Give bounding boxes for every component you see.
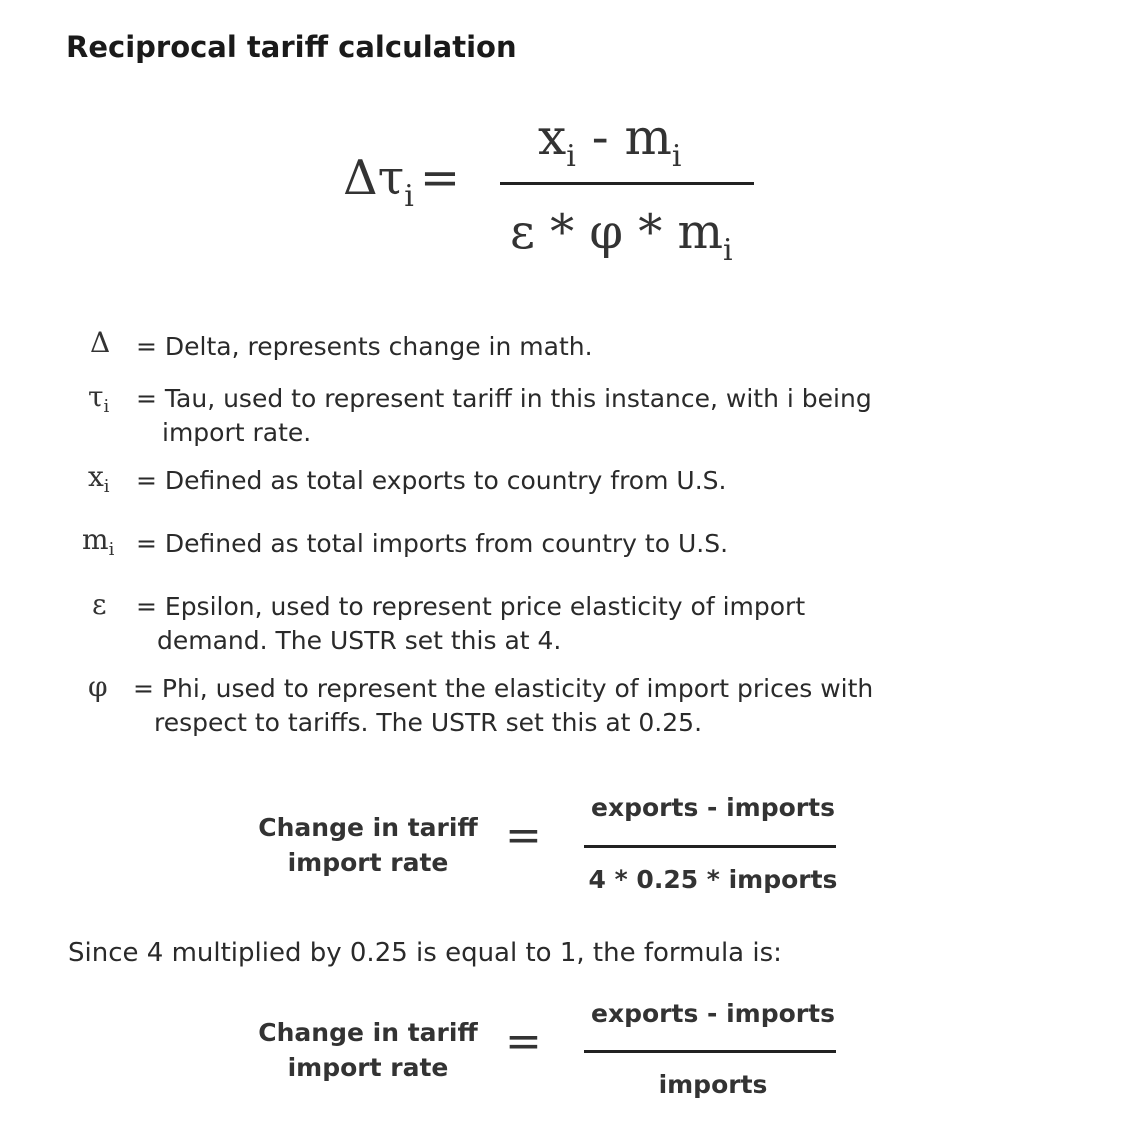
legend-text-m: = Defined as total imports from country to U.S. bbox=[136, 529, 729, 558]
word-formula-1-bar bbox=[584, 845, 836, 848]
word-formula-1-denominator: 4 * 0.25 * imports bbox=[588, 865, 838, 894]
legend-text-tau-2: import rate. bbox=[162, 418, 312, 447]
formula-denominator: ε * φ * $m_i$ bbox=[510, 204, 733, 268]
formula-numerator: $x_i - m_i$ bbox=[538, 108, 682, 174]
page-title: Reciprocal tariff calculation bbox=[66, 30, 517, 64]
legend-symbol-x: $x_i$ bbox=[88, 460, 110, 497]
word-formula-1-lhs: Change in tariff import rate bbox=[258, 813, 478, 877]
fraction-bar bbox=[500, 182, 754, 185]
word-formula-2-lhs: Change in tariff import rate bbox=[258, 1018, 478, 1082]
tau-subscript: i bbox=[404, 179, 414, 214]
word-formula-2-bar bbox=[584, 1050, 836, 1053]
word-formula-2-denominator: imports bbox=[658, 1070, 768, 1099]
legend-symbol-phi: φ bbox=[88, 670, 108, 703]
delta-tau-symbol: Δτ bbox=[343, 150, 405, 206]
legend-text-tau: = Tau, used to represent tariff in this instance, with i being bbox=[136, 384, 872, 413]
formula-equals: = bbox=[419, 150, 461, 206]
legend-text-phi-2: respect to tariffs. The USTR set this at 0.25. bbox=[154, 708, 703, 737]
word-formula-2-equals: = bbox=[505, 1016, 542, 1067]
legend-symbol-m: $m_i$ bbox=[82, 523, 115, 560]
legend-symbol-epsilon: ε bbox=[92, 588, 107, 621]
legend-text-phi: = Phi, used to represent the elasticity of import prices with bbox=[133, 674, 874, 703]
legend-text-delta: = Delta, represents change in math. bbox=[136, 332, 593, 361]
legend-text-epsilon-2: demand. The USTR set this at 4. bbox=[157, 626, 562, 655]
formula-lhs bbox=[343, 150, 461, 214]
word-formula-1-numerator: exports - imports bbox=[591, 793, 835, 822]
legend-symbol-delta: Δ bbox=[90, 326, 111, 359]
note-text: Since 4 multiplied by 0.25 is equal to 1, the formula is: bbox=[68, 938, 782, 968]
legend-text-x: = Defined as total exports to country from U.S. bbox=[136, 466, 727, 495]
legend-symbol-tau: $\tau_i$ bbox=[88, 380, 110, 417]
legend-text-epsilon: = Epsilon, used to represent price elasticity of import bbox=[136, 592, 806, 621]
word-formula-2-numerator: exports - imports bbox=[591, 999, 835, 1028]
word-formula-1-equals: = bbox=[505, 810, 542, 861]
